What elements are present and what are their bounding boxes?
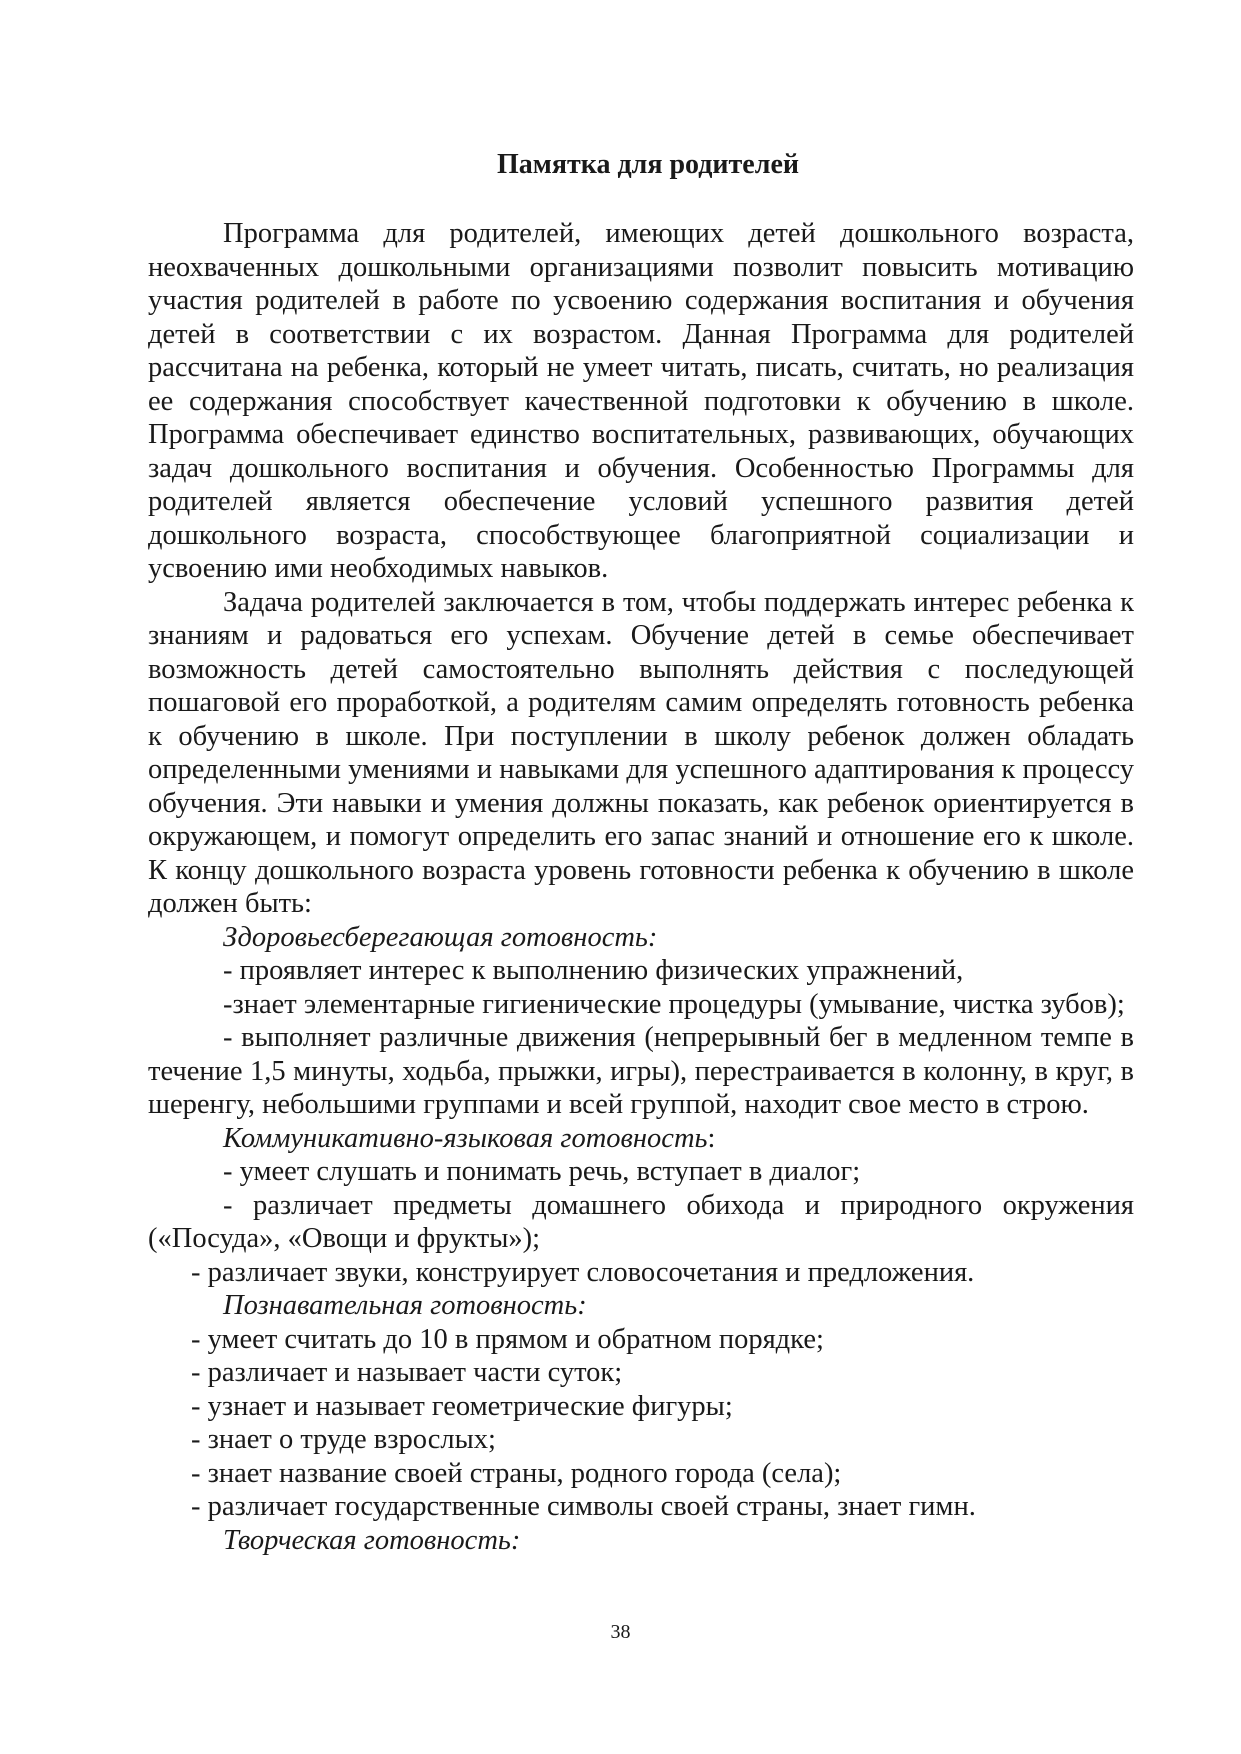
- section-heading-communicative: [148, 1122, 1134, 1156]
- list-item: - различает звуки, конструирует словосочетания и предложения.: [191, 1256, 975, 1288]
- section-heading-creative: Творческая готовность:: [223, 1524, 521, 1556]
- section-heading-health: Здоровьесберегающая готовность:: [223, 921, 658, 953]
- section-heading-communicative-text: Коммуникативно-языковая готовность: [223, 1122, 708, 1154]
- list-item: - различает государственные символы своей страны, знает гимн.: [191, 1491, 976, 1522]
- list-item: - знает о труде взрослых;: [191, 1424, 496, 1455]
- list-item: - различает и называет части суток;: [191, 1357, 623, 1388]
- page-number: 38: [610, 1621, 631, 1643]
- list-item: - умеет считать до 10 в прямом и обратном порядке;: [191, 1323, 824, 1355]
- list-item: - умеет слушать и понимать речь, вступает в диалог;: [223, 1156, 861, 1187]
- list-item: - узнает и называет геометрические фигуры;: [191, 1390, 733, 1422]
- section-heading-colon: :: [707, 1122, 716, 1154]
- list-item: - выполняет различные движения (непрерывный бег в медленном темпе в течение 1,5 минуты, ходьба, прыжки, игры), перестраивается в колонну, в круг, в шеренгу, небольшими группами и всей группой, находит свое место в строю.: [148, 1022, 1134, 1120]
- list-item: -знает элементарные гигиенические процедуры (умывание, чистка зубов);: [223, 988, 1125, 1020]
- document-body: [148, 217, 1134, 1557]
- paragraph-parents-task: Задача родителей заключается в том, чтобы поддержать интерес ребенка к знаниям и радоваться его успехам. Обучение детей в семье обеспечивает возможность детей самостоятельно выполнять действия с последующей пошаговой его проработкой, а родителям самим определять готовность ребенка к обучению в школе. При поступлении в школу ребенок должен обладать определенными умениями и навыками для успешного адаптирования к процессу обучения. Эти навыки и умения должны показать, как ребенок ориентируется в окружающем, и помогут определить его запас знаний и отношение его к школе. К концу дошкольного возраста уровень готовности ребенка к обучению в школе должен быть:: [148, 586, 1134, 919]
- list-item: - знает название своей страны, родного города (села);: [191, 1457, 842, 1489]
- list-item: - проявляет интерес к выполнению физических упражнений,: [223, 955, 964, 986]
- list-item: - различает предметы домашнего обихода и природного окружения («Посуда», «Овощи и фрукты»);: [148, 1189, 1134, 1254]
- paragraph-program: Программа для родителей, имеющих детей дошкольного возраста, неохваченных дошкольными организациями позволит повысить мотивацию участия родителей в работе по усвоению содержания воспитания и обучения детей в соответствии с их возрастом. Данная Программа для родителей рассчитана на ребенка, который не умеет читать, писать, считать, но реализация ее содержания способствует качественной подготовки к обучению в школе. Программа обеспечивает единство воспитательных, развивающих, обучающих задач дошкольного воспитания и обучения. Особенностью Программы для родителей является обеспечение условий успешного развития детей дошкольного возраста, способствующее благоприятной социализации и усвоению ими необходимых навыков.: [148, 218, 1134, 584]
- document-title: Памятка для родителей: [497, 149, 799, 180]
- section-heading-cognitive: Познавательная готовность:: [223, 1290, 587, 1321]
